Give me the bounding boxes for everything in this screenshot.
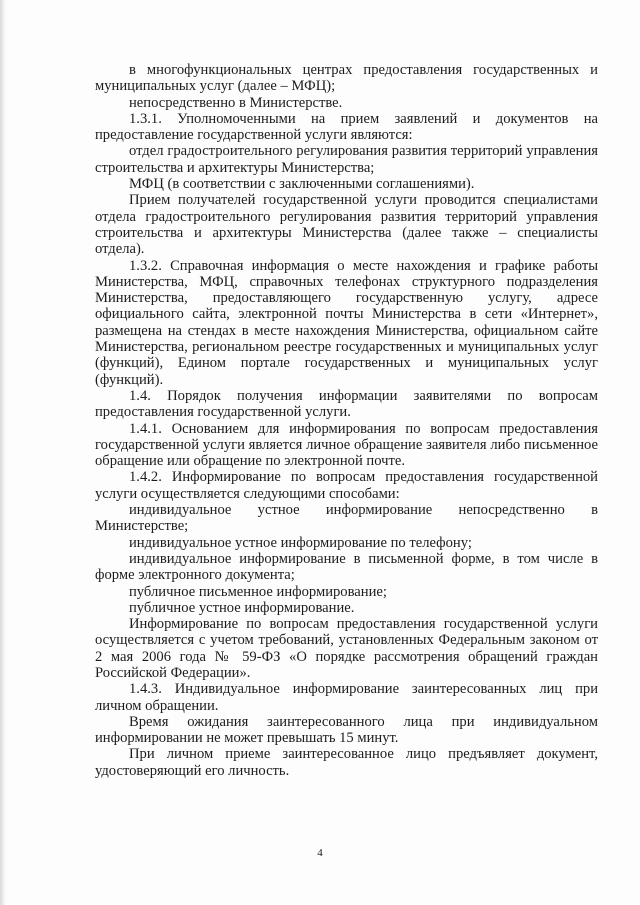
paragraph: 1.3.1. Уполномоченными на прием заявлений и документов на предоставление государственной услуги являются: bbox=[95, 110, 598, 144]
page-number: 4 bbox=[317, 847, 323, 859]
paragraph: 1.4.2. Информирование по вопросам предоставления государственной услуги осуществляется следующими способами: bbox=[95, 469, 598, 502]
paragraph: 1.3.2. Справочная информация о месте нахождения и графике работы Министерства, МФЦ, справочных телефонах структурного подразделения Министерства, предоставляющего государственную услугу, адресе официального сайта, электронной почты Министерства в сети «Интернет», размещена на стендах в месте нахождения Министерства, официальном сайте Министерства, региональном реестре государственных и муниципальных услуг (функций), Едином портале государственных и муниципальных услуг (функций). bbox=[95, 257, 598, 388]
paragraph: индивидуальное устное информирование по телефону; bbox=[129, 534, 472, 551]
paragraph: МФЦ (в соответствии с заключенными соглашениями). bbox=[129, 176, 475, 193]
paragraph: 1.4.3. Индивидуальное информирование заинтересованных лиц при личном обращении. bbox=[95, 681, 598, 714]
paragraph: отдел градостроительного регулирования развития территорий управления строительства и архитектуры Министерства; bbox=[95, 143, 598, 176]
paragraph: Информирование по вопросам предоставления государственной услуги осуществляется с учетом требований, установленных Федеральным законом от 2 мая 2006 года № 59-ФЗ «О порядке рассмотрения обращений граждан Российской Федерации». bbox=[95, 616, 598, 681]
paragraph: Прием получателей государственной услуги проводится специалистами отдела градостроительного регулирования развития территорий управления строительства и архитектуры Министерства (далее также – специалисты отдела). bbox=[95, 192, 598, 258]
paragraph: 1.4. Порядок получения информации заявителями по вопросам предоставления государственной услуги. bbox=[95, 387, 598, 421]
document-body bbox=[95, 62, 598, 779]
paragraph: непосредственно в Министерстве. bbox=[129, 94, 343, 111]
paragraph: Время ожидания заинтересованного лица при индивидуальном информировании не может превышать 15 минут. bbox=[95, 713, 598, 747]
paragraph: При личном приеме заинтересованное лицо предъявляет документ, удостоверяющий его личность. bbox=[95, 746, 598, 779]
paragraph: публичное письменное информирование; bbox=[129, 583, 387, 600]
paragraph: индивидуальное информирование в письменной форме, в том числе в форме электронного документа; bbox=[95, 550, 598, 584]
paragraph: индивидуальное устное информирование непосредственно в Министерстве; bbox=[95, 502, 598, 535]
paragraph: 1.4.1. Основанием для информирования по вопросам предоставления государственной услуги является личное обращение заявителя либо письменное обращение или обращение по электронной почте. bbox=[95, 420, 598, 470]
paragraph: публичное устное информирование. bbox=[129, 599, 355, 616]
scan-edge-shadow bbox=[0, 0, 6, 905]
paragraph: в многофункциональных центрах предоставления государственных и муниципальных услуг (далее – МФЦ); bbox=[95, 62, 598, 95]
